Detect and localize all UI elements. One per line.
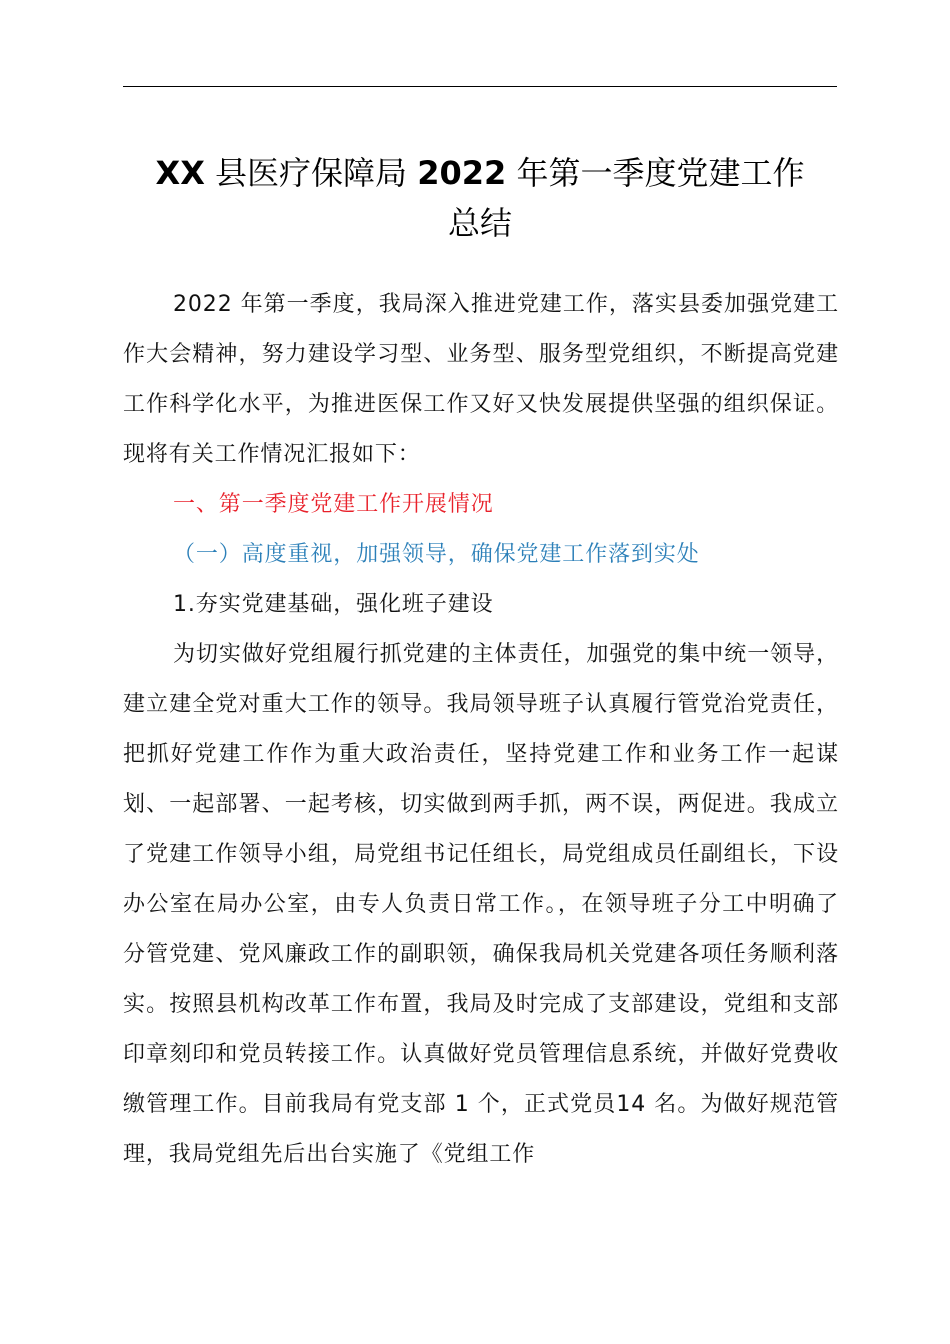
document-body <box>123 280 839 1180</box>
title-line-1 <box>90 148 870 198</box>
subsection-heading: （一）高度重视，加强领导，确保党建工作落到实处 <box>173 542 700 567</box>
header-rule <box>123 86 837 87</box>
title-year: 2022 <box>417 154 507 192</box>
item-heading: 1.夯实党建基础，强化班子建设 <box>173 592 494 617</box>
title-prefix: XX <box>155 154 205 192</box>
item-body-paragraph: 为切实做好党组履行抓党建的主体责任，加强党的集中统一领导，建立建全党对重大工作的领导。我局领导班子认真履行管党治党责任，把抓好党建工作作为重大政治责任，坚持党建工作和业务工作一起谋划、一起部署、一起考核，切实做到两手抓，两不误，两促进。我成立了党建工作领导小组，局党组书记任组长，局党组成员任副组长，下设办公室在局办公室，由专人负责日常工作。，在领导班子分工中明确了分管党建、党风廉政工作的副职领，确保我局机关党建各项任务顺利落实。按照县机构改革工作布置，我局及时完成了支部建设，党组和支部印章刻印和党员转接工作。认真做好党员管理信息系统，并做好党费收缴管理工作。目前我局有党支部 1 个，正式党员14 名。为做好规范管理，我局党组先后出台实施了《党组工作 <box>123 642 839 1167</box>
section-heading: 一、第一季度党建工作开展情况 <box>173 492 494 517</box>
intro-paragraph: 2022 年第一季度，我局深入推进党建工作，落实县委加强党建工作大会精神，努力建设学习型、业务型、服务型党组织，不断提高党建工作科学化水平，为推进医保工作又好又快发展提供坚强的组织保证。现将有关工作情况汇报如下： <box>123 292 839 467</box>
document-title <box>90 148 870 248</box>
title-suffix: 年第一季度党建工作 <box>516 154 805 192</box>
title-middle: 县医疗保障局 <box>215 154 408 192</box>
title-line-2: 总结 <box>447 204 512 242</box>
